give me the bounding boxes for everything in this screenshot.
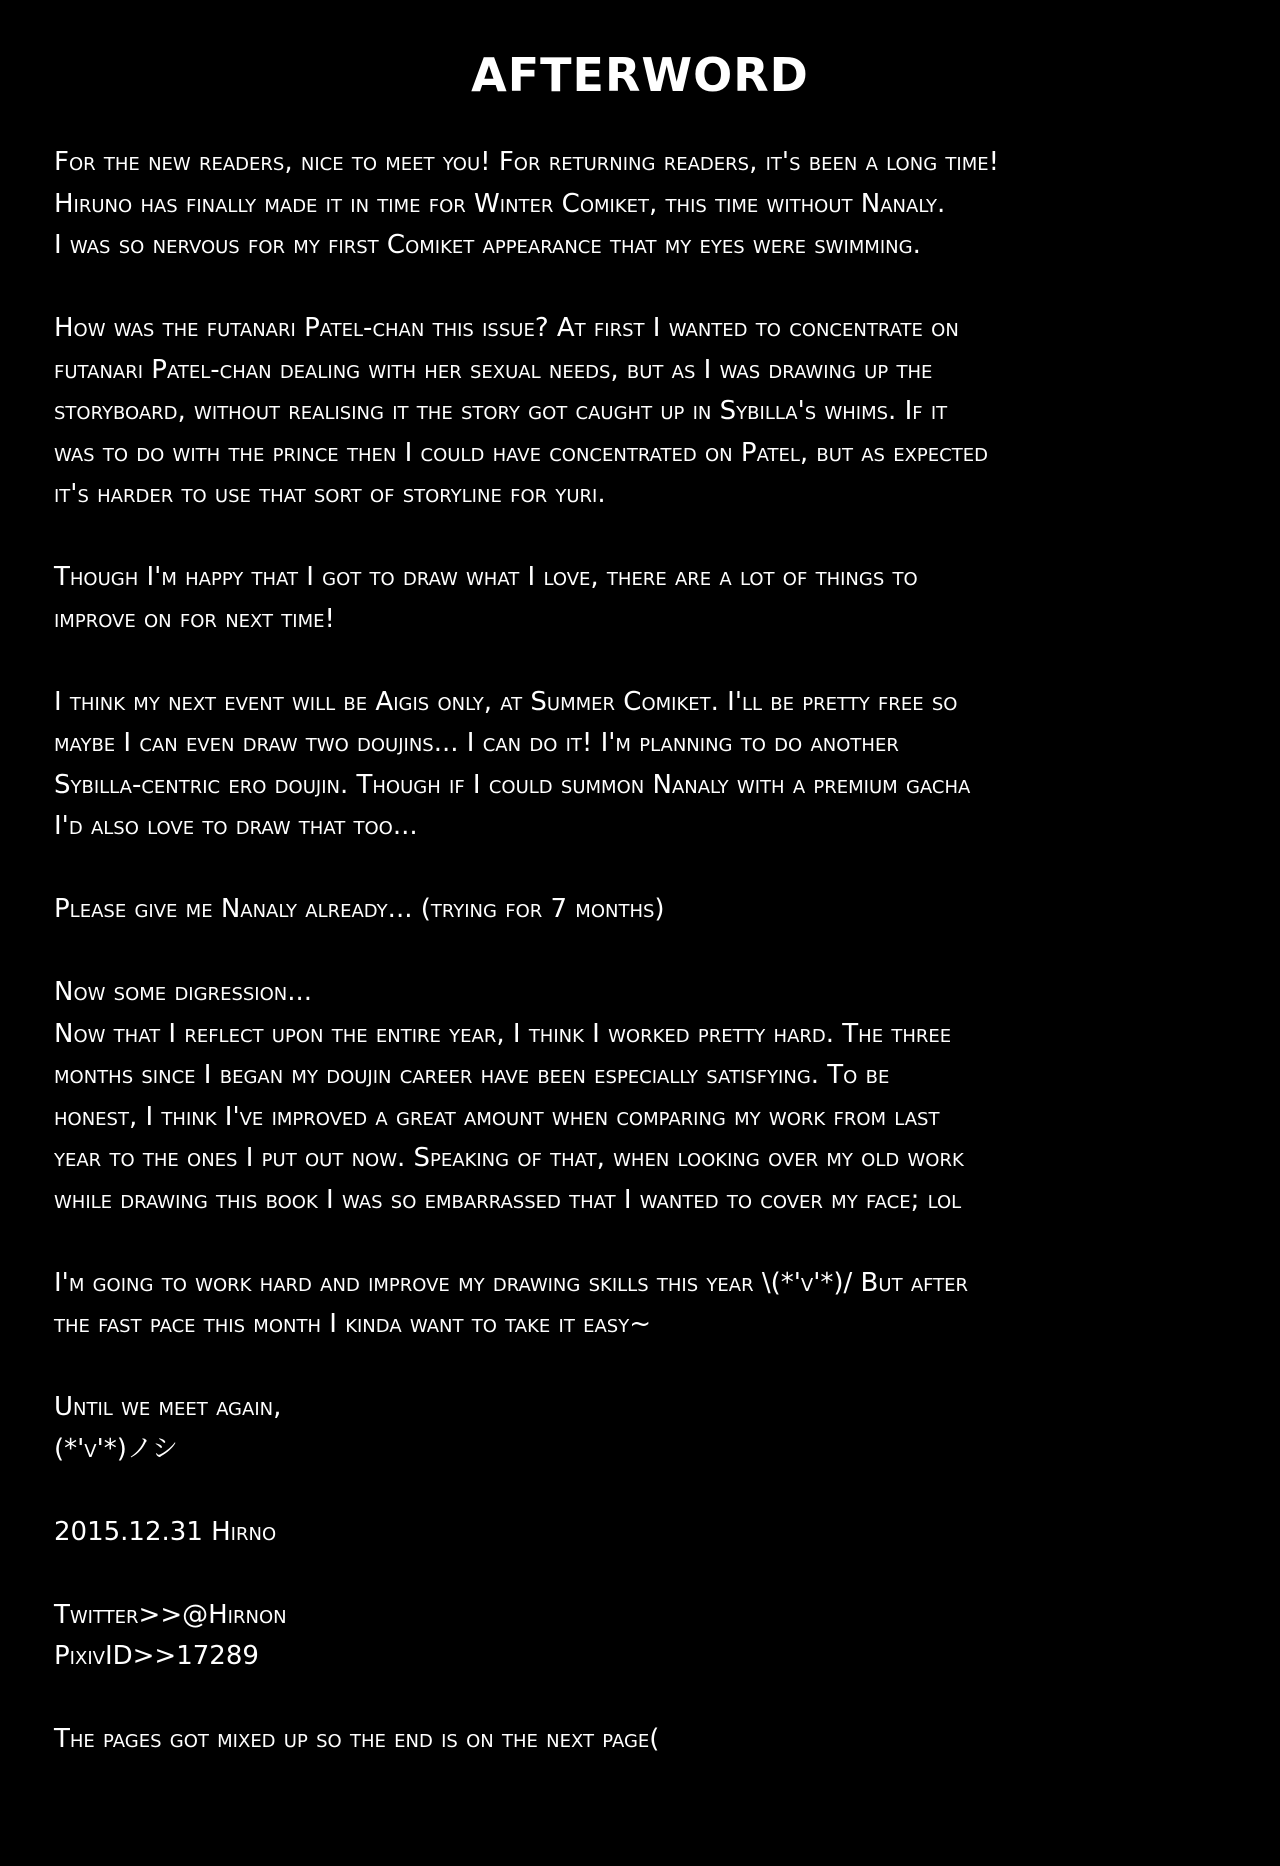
text-line: improve on for next time! <box>54 603 335 634</box>
text-line: The pages got mixed up so the end is on the next page( <box>54 1724 660 1754</box>
text-line: while drawing this book I was so embarrassed that I wanted to cover my face; lol <box>54 1184 962 1215</box>
page-title: AFTERWORD <box>471 48 809 102</box>
text-line: maybe I can even draw two doujins... I can do it! I'm planning to do another <box>54 728 899 758</box>
text-line: it's harder to use that sort of storyline for yuri. <box>54 479 606 509</box>
paragraph-futanari <box>54 308 1244 516</box>
text-line: How was the futanari Patel-chan this issue? At first I wanted to concentrate on <box>54 313 959 343</box>
text-line: I'd also love to draw that too... <box>54 811 418 841</box>
text-line: I'm going to work hard and improve my drawing skills this year \(*'v'*)/ But after <box>54 1267 969 1298</box>
text-line: I was so nervous for my first Comiket appearance that my eyes were swimming. <box>54 230 921 260</box>
text-line: Now that I reflect upon the entire year, I think I worked pretty hard. The three <box>54 1018 952 1049</box>
text-line: Now some digression... <box>54 977 313 1007</box>
text-line: storyboard, without realising it the story got caught up in Sybilla's whims. If it <box>54 396 948 426</box>
paragraph-happy <box>54 557 1244 640</box>
paragraph-digression <box>54 972 1244 1221</box>
paragraph-nanaly <box>54 889 1244 931</box>
text-line: I think my next event will be Aigis only, at Summer Comiket. I'll be pretty free so <box>54 686 958 717</box>
paragraph-farewell <box>54 1387 1244 1470</box>
text-line: Please give me Nanaly already... (trying for 7 months) <box>54 894 665 924</box>
text-line: honest, I think I've improved a great amount when comparing my work from last <box>54 1101 940 1132</box>
text-line: (*'v'*)ノシ <box>54 1433 178 1464</box>
text-line: futanari Patel-chan dealing with her sexual needs, but as I was drawing up the <box>54 354 933 385</box>
text-line: year to the ones I put out now. Speaking of that, when looking over my old work <box>54 1143 964 1173</box>
text-line: was to do with the prince then I could have concentrated on Patel, but as expected <box>54 437 988 468</box>
paragraph-work-hard <box>54 1263 1244 1346</box>
text-line: Hiruno has finally made it in time for Winter Comiket, this time without Nanaly. <box>54 188 946 219</box>
date-author: 2015.12.31 Hirno <box>54 1516 277 1547</box>
text-line: Until we meet again, <box>54 1392 282 1422</box>
pixiv-id: PixivID>>17289 <box>54 1641 259 1671</box>
text-line: Sybilla-centric ero doujin. Though if I could summon Nanaly with a premium gacha <box>54 769 971 800</box>
afterword-body <box>54 142 1244 1802</box>
text-line: Though I'm happy that I got to draw what I love, there are a lot of things to <box>54 562 918 592</box>
closing-note <box>54 1719 1244 1761</box>
twitter-handle: Twitter>>@Hirnon <box>54 1599 287 1630</box>
signature-block <box>54 1512 1244 1554</box>
contacts-block <box>54 1595 1244 1678</box>
paragraph-greeting <box>54 142 1244 267</box>
text-line: For the new readers, nice to meet you! For returning readers, it's been a long time! <box>54 147 1000 177</box>
paragraph-next-event <box>54 682 1244 848</box>
text-line: the fast pace this month I kinda want to take it easy~ <box>54 1309 651 1339</box>
text-line: months since I began my doujin career have been especially satisfying. To be <box>54 1060 890 1090</box>
